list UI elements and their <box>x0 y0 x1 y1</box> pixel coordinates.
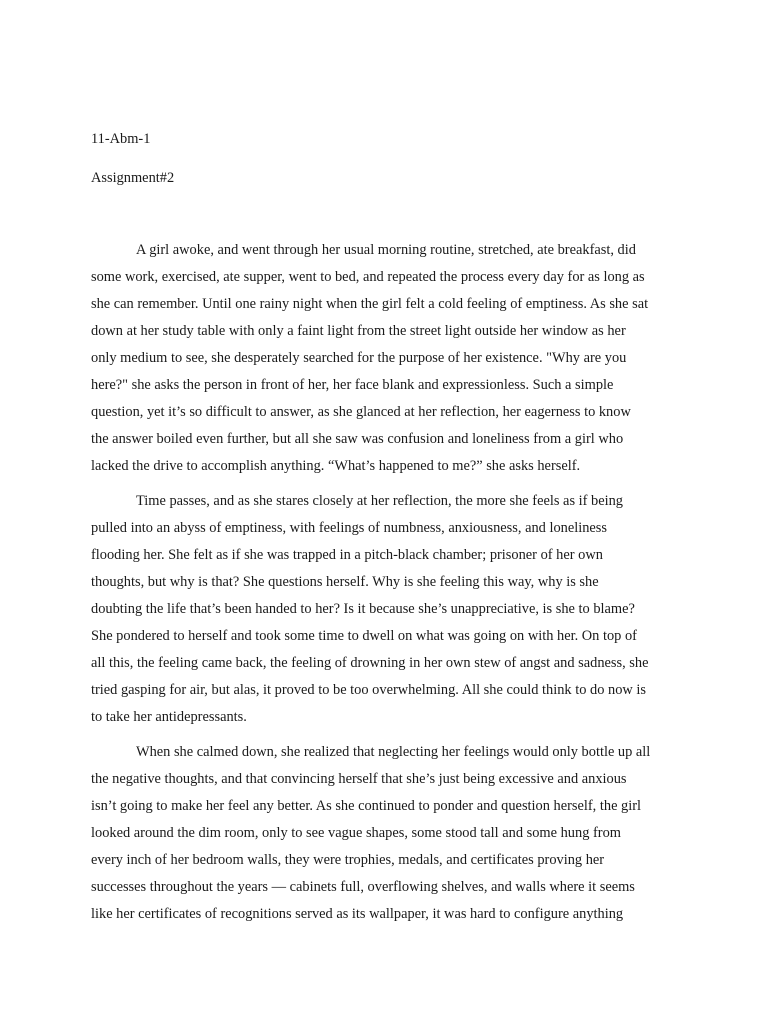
paragraph-line: pulled into an abyss of emptiness, with feelings of numbness, anxiousness, and loneliness <box>91 520 607 536</box>
paragraph-line: isn’t going to make her feel any better. As she continued to ponder and question herself, the girl <box>91 798 642 814</box>
paragraph-line: looked around the dim room, only to see vague shapes, some stood tall and some hung from <box>91 825 621 841</box>
paragraph-line: tried gasping for air, but alas, it proved to be too overwhelming. All she could think to do now is <box>91 682 646 698</box>
paragraph-line: down at her study table with only a faint light from the street light outside her window as her <box>91 323 626 339</box>
paragraph-line: the negative thoughts, and that convincing herself that she’s just being excessive and anxious <box>91 771 627 787</box>
paragraph-line: here?" she asks the person in front of her, her face blank and expressionless. Such a simple <box>91 377 614 393</box>
paragraph-line: all this, the feeling came back, the feeling of drowning in her own stew of angst and sadness, she <box>91 655 649 671</box>
paragraph-line: to take her antidepressants. <box>91 709 247 725</box>
paragraph-line: some work, exercised, ate supper, went to bed, and repeated the process every day for as long as <box>91 269 645 285</box>
paragraph-line: Time passes, and as she stares closely at her reflection, the more she feels as if being <box>136 493 624 509</box>
paragraph-line: like her certificates of recognitions served as its wallpaper, it was hard to configure anything <box>91 906 624 922</box>
section-label: 11-Abm-1 <box>91 131 151 147</box>
paragraph-line: When she calmed down, she realized that neglecting her feelings would only bottle up all <box>136 744 651 760</box>
paragraph-line: lacked the drive to accomplish anything. “What’s happened to me?” she asks herself. <box>91 458 581 474</box>
paragraph-line: flooding her. She felt as if she was trapped in a pitch-black chamber; prisoner of her own <box>91 547 603 563</box>
paragraph-line: the answer boiled even further, but all she saw was confusion and loneliness from a girl who <box>91 431 624 447</box>
paragraph-line: she can remember. Until one rainy night when the girl felt a cold feeling of emptiness. As she sat <box>91 296 649 312</box>
paragraph-line: question, yet it’s so difficult to answer, as she glanced at her reflection, her eagerness to know <box>91 404 631 420</box>
paragraph-line: successes throughout the years — cabinets full, overflowing shelves, and walls where it seems <box>91 879 635 895</box>
paragraph-line: thoughts, but why is that? She questions herself. Why is she feeling this way, why is she <box>91 574 599 590</box>
paragraph-line: only medium to see, she desperately searched for the purpose of her existence. "Why are you <box>91 350 627 366</box>
paragraph-line: She pondered to herself and took some time to dwell on what was going on with her. On top of <box>91 628 637 644</box>
paragraph-line: every inch of her bedroom walls, they were trophies, medals, and certificates proving her <box>91 852 605 868</box>
paragraph-line: doubting the life that’s been handed to her? Is it because she’s unappreciative, is she to blame? <box>91 601 635 617</box>
assignment-title: Assignment#2 <box>91 170 175 186</box>
paragraph-line: A girl awoke, and went through her usual morning routine, stretched, ate breakfast, did <box>136 242 636 258</box>
